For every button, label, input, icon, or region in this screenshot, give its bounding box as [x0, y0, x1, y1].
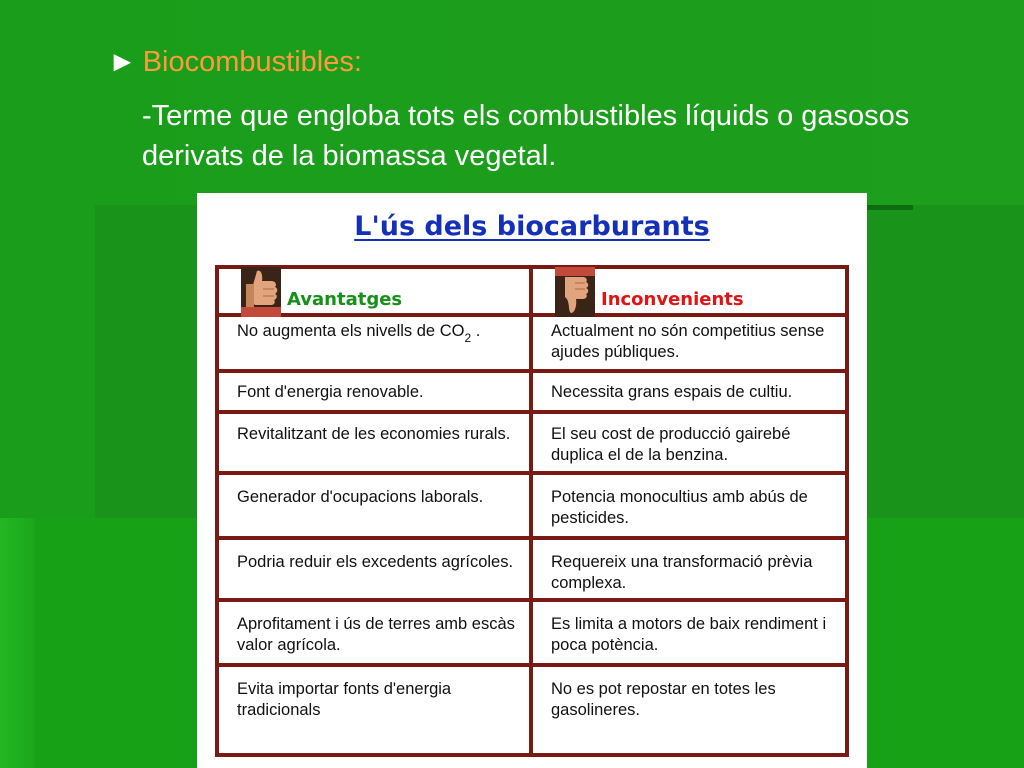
- table-row: [218, 411, 846, 472]
- advantage-cell: Revitalitzant de les economies rurals.: [218, 411, 532, 472]
- bullet-title: Biocombustibles:: [142, 46, 362, 78]
- background-divider: [865, 205, 913, 210]
- table-row: [218, 664, 846, 754]
- background-accent-left: [0, 518, 35, 768]
- definition-text: -Terme que engloba tots els combustibles líquids o gasosos derivats de la biomassa vegetal.: [142, 100, 910, 172]
- disadvantage-cell: Requereix una transformació prèvia complexa.: [532, 537, 846, 599]
- advantage-cell: Evita importar fonts d'energia tradicionals: [218, 664, 532, 754]
- table-header-row: [218, 268, 846, 314]
- table-row: [218, 314, 846, 370]
- disadvantages-header: Inconvenients: [601, 289, 744, 310]
- co2-subscript: 2: [464, 331, 472, 345]
- disadvantage-cell: El seu cost de producció gairebé duplica el de la benzina.: [532, 411, 846, 472]
- disadvantage-cell: Potencia monocultius amb abús de pesticides.: [532, 472, 846, 537]
- advantage-cell: Aprofitament i ús de terres amb escàs valor agrícola.: [218, 599, 532, 664]
- advantages-header-cell: [218, 268, 532, 314]
- advantage-cell: Font d'energia renovable.: [218, 370, 532, 411]
- advantage-text: No augmenta els nivells de CO: [237, 322, 465, 340]
- advantage-tail: .: [471, 322, 481, 340]
- comparison-table: [215, 265, 849, 757]
- table-row: [218, 370, 846, 411]
- advantage-cell: Generador d'ocupacions laborals.: [218, 472, 532, 537]
- table-title: L'ús dels biocarburants: [354, 211, 710, 242]
- advantages-header: Avantatges: [287, 289, 403, 310]
- disadvantage-cell: Es limita a motors de baix rendiment i poca potència.: [532, 599, 846, 664]
- advantage-cell: Podria reduir els excedents agrícoles.: [218, 537, 532, 599]
- thumbs-down-icon: [555, 267, 595, 317]
- table-row: [218, 537, 846, 599]
- disadvantage-cell: Actualment no són competitius sense ajudes públiques.: [532, 314, 846, 370]
- disadvantage-cell: No es pot repostar en totes les gasolineres.: [532, 664, 846, 754]
- disadvantage-cell: Necessita grans espais de cultiu.: [532, 370, 846, 411]
- table-row: [218, 599, 846, 664]
- thumbs-up-icon: [241, 267, 281, 317]
- disadvantages-header-cell: [532, 268, 846, 314]
- table-row: [218, 472, 846, 537]
- advantage-cell: [218, 314, 532, 370]
- bullet-arrow-icon: ►: [108, 46, 137, 78]
- bullet-heading: [108, 46, 362, 79]
- table-image-panel: [197, 193, 867, 768]
